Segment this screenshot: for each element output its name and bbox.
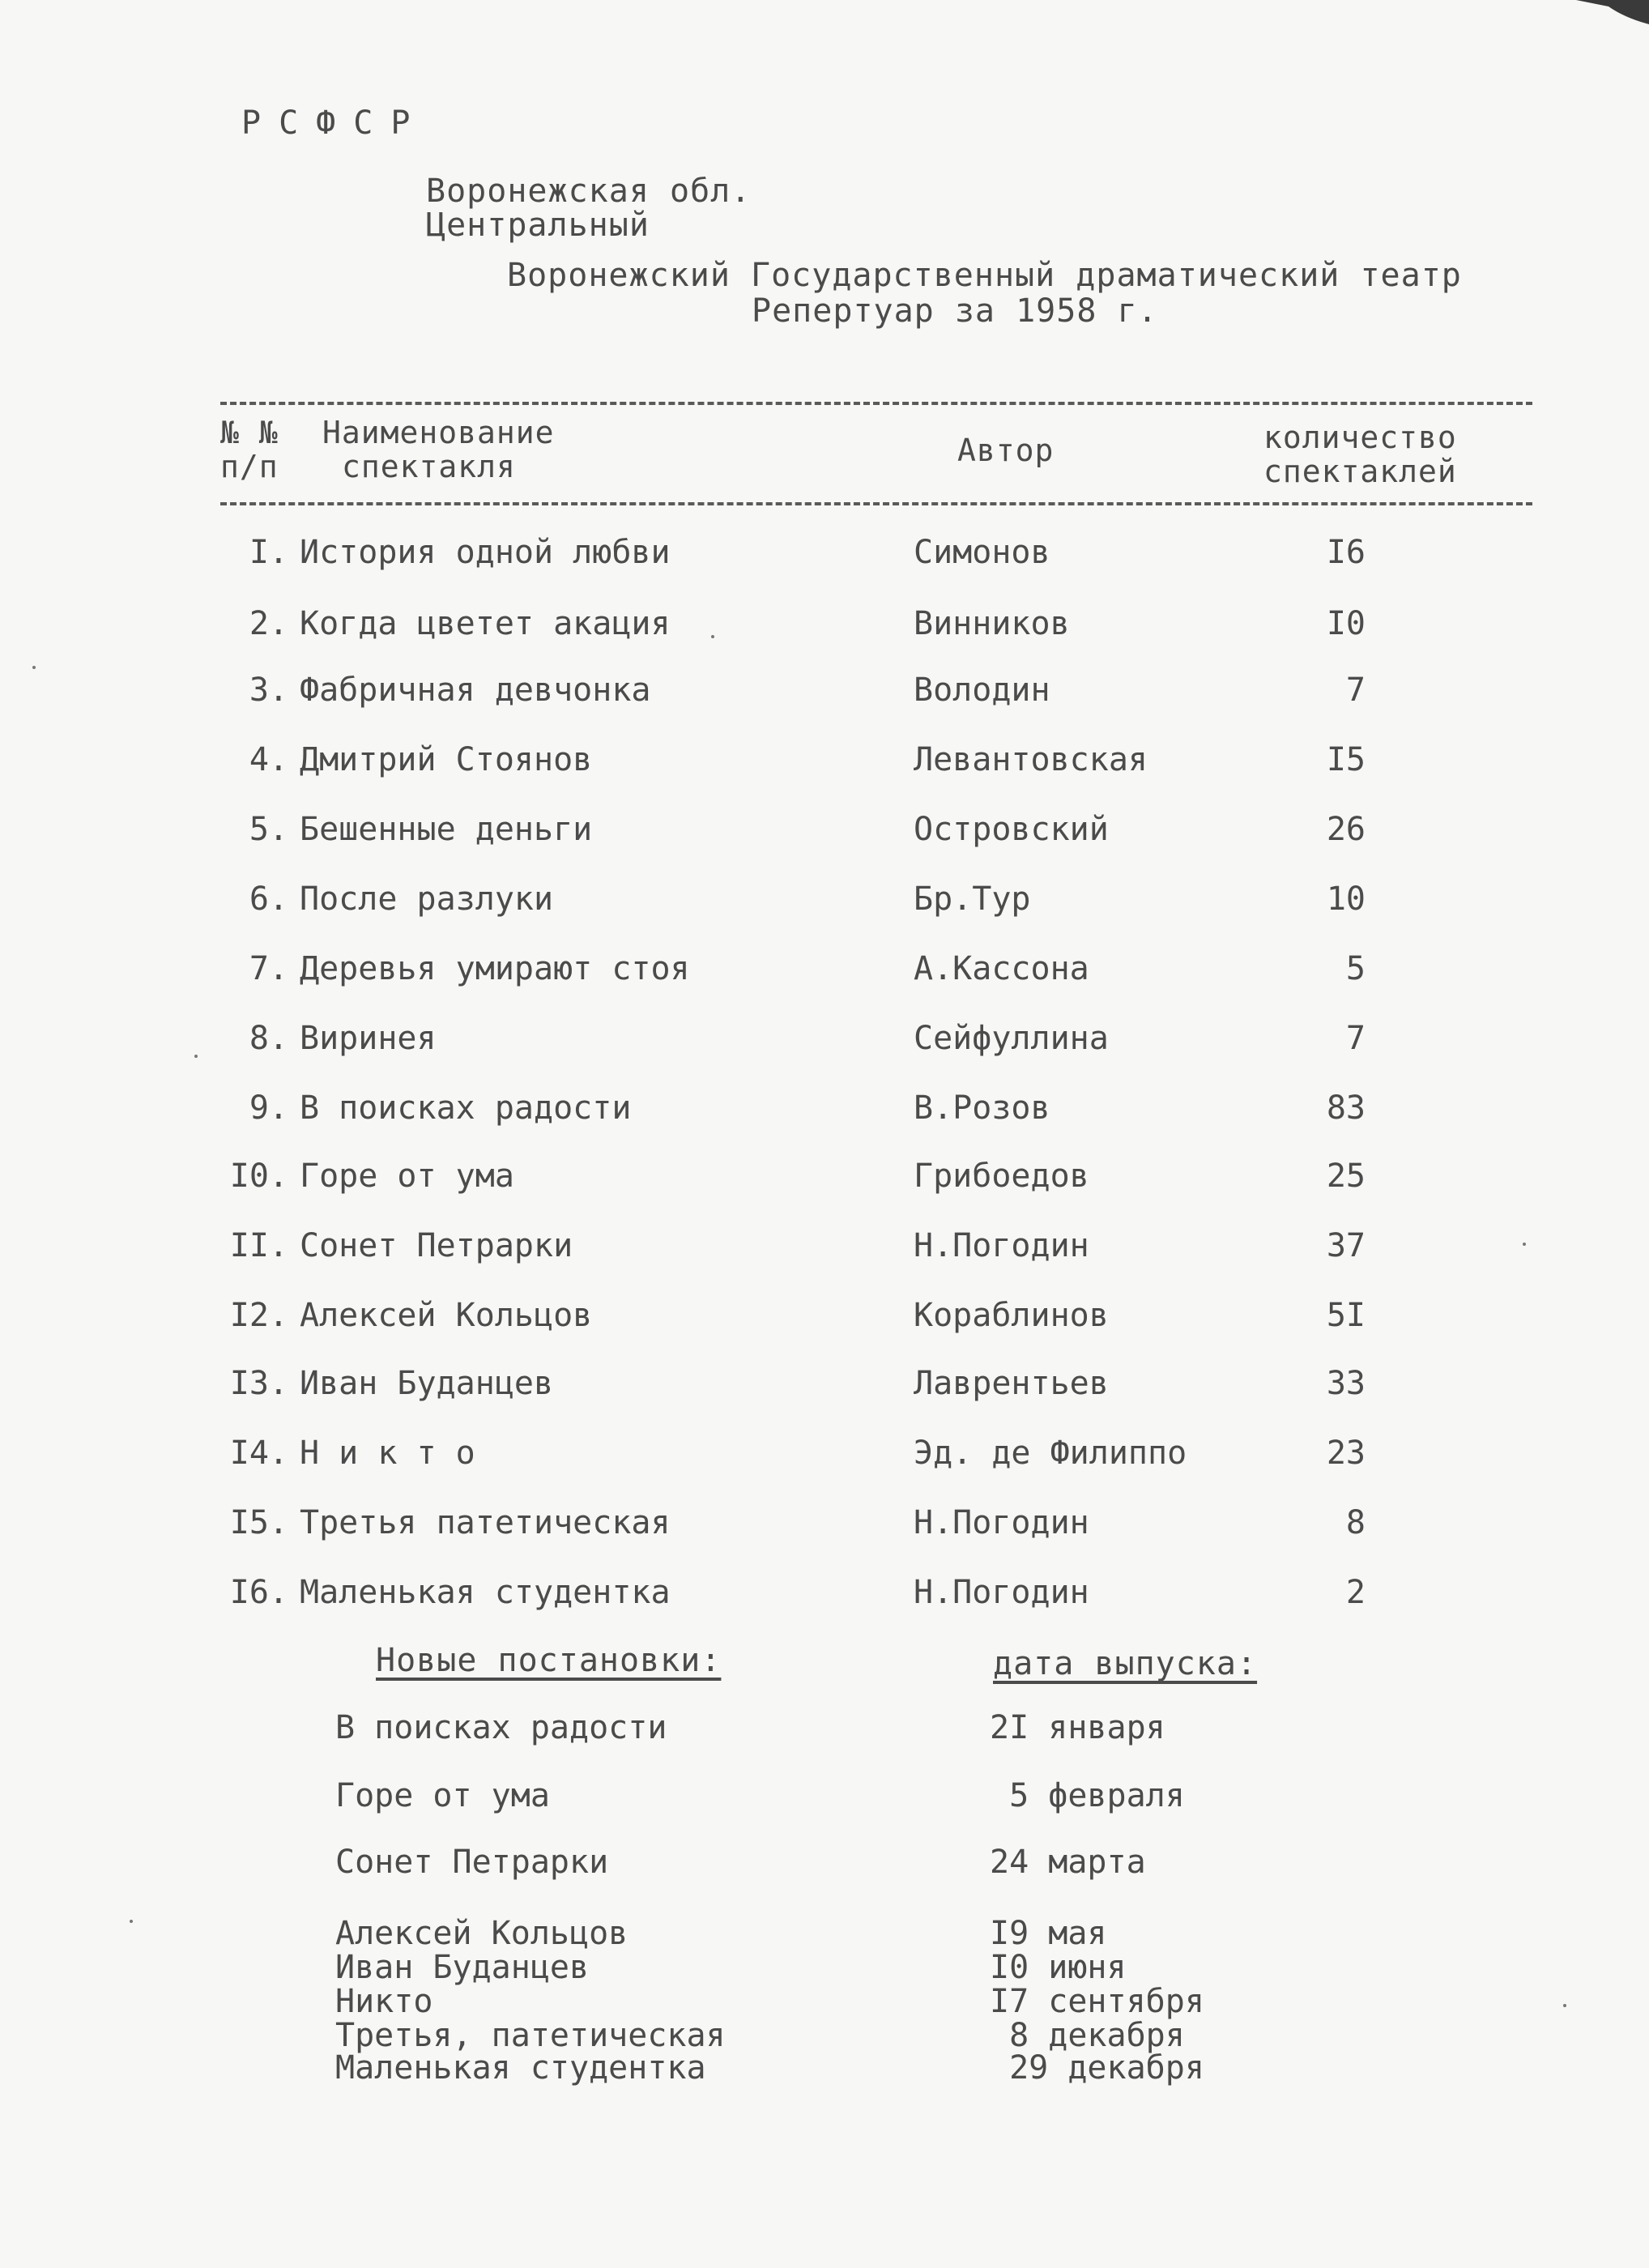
- row-count: 7: [1345, 671, 1366, 709]
- row-title: В поисках радости: [300, 1089, 632, 1127]
- row-count: 23: [1326, 1435, 1366, 1472]
- row-number: II.: [229, 1227, 288, 1264]
- table-row: [0, 1014, 1649, 1063]
- row-number: 3.: [249, 671, 288, 709]
- column-header-number-line2: п/п: [220, 449, 279, 484]
- row-number: I0.: [229, 1157, 288, 1195]
- row-author: Н.Погодин: [914, 1504, 1089, 1541]
- table-row: [0, 666, 1649, 714]
- row-author: Симонов: [914, 534, 1050, 571]
- row-title: Н и к т о: [300, 1435, 475, 1472]
- row-number: 8.: [249, 1020, 288, 1057]
- new-production-title: Маленькая студентка: [335, 2049, 706, 2087]
- table-row: [0, 1498, 1649, 1547]
- row-author: Грибоедов: [914, 1157, 1089, 1195]
- row-number: 2.: [249, 605, 288, 642]
- row-count: 2: [1345, 1574, 1366, 1611]
- new-production-title: Третья, патетическая: [335, 2017, 726, 2054]
- row-title: История одной любви: [300, 534, 671, 571]
- new-production-title: В поисках радости: [335, 1709, 667, 1746]
- table-row: [0, 1429, 1649, 1477]
- row-title: Иван Буданцев: [300, 1365, 554, 1402]
- new-production-date: 24 марта: [990, 1844, 1146, 1881]
- row-number: 4.: [249, 741, 288, 778]
- new-production-title: Никто: [335, 1983, 433, 2020]
- table-row: [0, 944, 1649, 993]
- new-production-date: 8 декабря: [990, 2017, 1185, 2054]
- row-author: Бр.Тур: [914, 880, 1031, 918]
- table-row: [0, 1359, 1649, 1408]
- row-author: В.Розов: [914, 1089, 1050, 1127]
- table-top-rule: [220, 402, 1532, 405]
- row-number: I4.: [229, 1435, 288, 1472]
- row-author: Островский: [914, 811, 1109, 848]
- table-row: [0, 528, 1649, 577]
- row-author: Володин: [914, 671, 1050, 709]
- row-number: 5.: [249, 811, 288, 848]
- repertoire-title: Репертуар за 1958 г.: [752, 292, 1158, 330]
- row-title: Дмитрий Стоянов: [300, 741, 593, 778]
- row-author: Винников: [914, 605, 1070, 642]
- row-count: I5: [1326, 741, 1366, 778]
- page-corner-fold: [1560, 0, 1649, 40]
- new-production-title: Иван Буданцев: [335, 1949, 590, 1986]
- row-author: А.Кассона: [914, 950, 1089, 987]
- table-row: [0, 1221, 1649, 1270]
- column-header-author: Автор: [957, 433, 1055, 468]
- scan-speck: [711, 635, 714, 638]
- table-row: [0, 599, 1649, 648]
- column-header-count: количество: [1263, 420, 1457, 455]
- new-production-date: 5 февраля: [990, 1777, 1185, 1814]
- row-title: Когда цветет акация: [300, 605, 671, 642]
- new-production-date: I7 сентября: [990, 1983, 1204, 2020]
- column-header-title-line2: спектакля: [342, 449, 516, 484]
- row-number: 9.: [249, 1089, 288, 1127]
- row-count: 5I: [1326, 1297, 1366, 1334]
- row-title: Фабричная девчонка: [300, 671, 651, 709]
- table-row: [0, 1152, 1649, 1200]
- new-production-date: I0 июня: [990, 1949, 1127, 1986]
- row-author: Кораблинов: [914, 1297, 1109, 1334]
- row-author: Лаврентьев: [914, 1365, 1109, 1402]
- row-number: I6.: [229, 1574, 288, 1611]
- table-row: [0, 1568, 1649, 1617]
- row-author: Эд. де Филиппо: [914, 1435, 1187, 1472]
- row-author: Н.Погодин: [914, 1227, 1089, 1264]
- row-title: Бешенные деньги: [300, 811, 593, 848]
- new-production-title: Горе от ума: [335, 1777, 550, 1814]
- scan-speck: [1523, 1243, 1526, 1246]
- row-number: I2.: [229, 1297, 288, 1334]
- row-count: 10: [1326, 880, 1366, 918]
- country-heading: РСФСР: [241, 104, 428, 142]
- scan-speck: [1563, 2004, 1566, 2007]
- row-count: 83: [1326, 1089, 1366, 1127]
- table-row: [0, 805, 1649, 854]
- row-number: 6.: [249, 880, 288, 918]
- row-title: Деревья умирают стоя: [300, 950, 690, 987]
- row-title: Алексей Кольцов: [300, 1297, 593, 1334]
- table-row: [0, 875, 1649, 923]
- row-title: Третья патетическая: [300, 1504, 671, 1541]
- row-title: Виринея: [300, 1020, 437, 1057]
- new-production-title: Алексей Кольцов: [335, 1915, 628, 1952]
- region-line: Воронежская обл.: [426, 173, 752, 210]
- new-production-date: 29 декабря: [990, 2049, 1204, 2087]
- row-number: I5.: [229, 1504, 288, 1541]
- row-count: I6: [1326, 534, 1366, 571]
- new-production-date: 2I января: [990, 1709, 1165, 1746]
- theatre-name: Воронежский Государственный драматический театр: [507, 257, 1462, 294]
- table-header-rule: [220, 502, 1532, 505]
- column-header-title: Наименование: [322, 415, 555, 450]
- release-date-heading: дата выпуска:: [993, 1645, 1258, 1682]
- new-production-date: I9 мая: [990, 1915, 1107, 1952]
- row-count: 37: [1326, 1227, 1366, 1264]
- row-title: Сонет Петрарки: [300, 1227, 573, 1264]
- row-author: Н.Погодин: [914, 1574, 1089, 1611]
- scan-speck: [130, 1920, 133, 1923]
- table-row: [0, 1084, 1649, 1132]
- row-count: 8: [1345, 1504, 1366, 1541]
- row-title: После разлуки: [300, 880, 554, 918]
- row-count: I0: [1326, 605, 1366, 642]
- row-count: 33: [1326, 1365, 1366, 1402]
- row-count: 5: [1345, 950, 1366, 987]
- row-count: 26: [1326, 811, 1366, 848]
- row-number: I.: [249, 534, 288, 571]
- column-header-number: № №: [220, 415, 279, 450]
- table-row: [0, 735, 1649, 784]
- scan-speck: [194, 1055, 198, 1058]
- row-title: Горе от ума: [300, 1157, 514, 1195]
- new-productions-heading: Новые постановки:: [376, 1642, 722, 1679]
- row-author: Сейфуллина: [914, 1020, 1109, 1057]
- row-count: 7: [1345, 1020, 1366, 1057]
- row-author: Левантовская: [914, 741, 1148, 778]
- new-production-title: Сонет Петрарки: [335, 1844, 609, 1881]
- table-row: [0, 1291, 1649, 1340]
- row-number: 7.: [249, 950, 288, 987]
- district-line: Центральный: [426, 207, 650, 244]
- row-title: Маленькая студентка: [300, 1574, 671, 1611]
- row-count: 25: [1326, 1157, 1366, 1195]
- scan-speck: [32, 666, 36, 669]
- row-number: I3.: [229, 1365, 288, 1402]
- column-header-count-line2: спектаклей: [1263, 454, 1457, 489]
